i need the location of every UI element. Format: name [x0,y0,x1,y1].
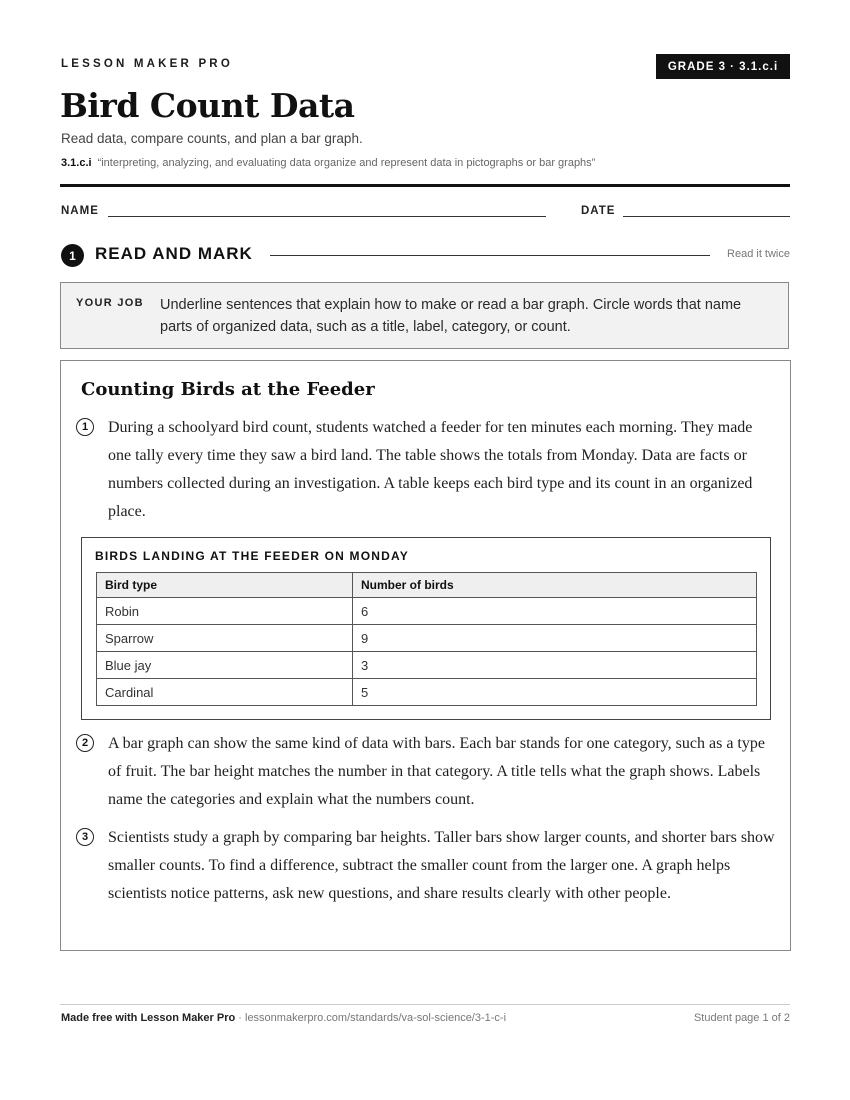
reading-passage [60,360,791,951]
table-caption: BIRDS LANDING AT THE FEEDER ON MONDAY [95,549,409,563]
table-row [97,625,757,652]
paragraph-3: Scientists study a graph by comparing bar heights. Taller bars show larger counts, and shorter bars show smaller counts. To find a difference, subtract the smaller count from the larger one. A graph helps scientists notice patterns, ask new questions, and share results clearly with other people. [108,829,775,902]
grade-badge: GRADE 3 · 3.1.c.i [656,54,790,79]
bird-count-table [96,572,757,706]
standard-line [61,157,595,169]
table-header-row [97,573,757,598]
header-divider [60,184,790,187]
passage-title: Counting Birds at the Feeder [81,379,375,400]
standard-text: “interpreting, analyzing, and evaluating data organize and represent data in pictographs or bar graphs” [97,157,596,169]
footer-page-number: Student page 1 of 2 [693,1012,790,1024]
date-label: DATE [581,205,616,217]
section-divider [270,255,710,256]
name-field[interactable] [108,216,546,217]
footer-made-with: Made free with Lesson Maker Pro [61,1012,236,1024]
table-cell: 9 [353,625,757,652]
page-title: Bird Count Data [60,86,355,125]
footer-divider [60,1004,790,1005]
brand-name: LESSON MAKER PRO [61,58,233,70]
table-cell: 3 [353,652,757,679]
your-job-text: Underline sentences that explain how to make or read a bar graph. Circle words that name parts of organized data, such as a title, label, category, or count. [160,297,742,335]
paragraph-number: 2 [76,734,94,752]
column-header: Number of birds [353,573,757,598]
your-job-box [60,282,789,349]
section-number-badge: 1 [61,244,84,267]
table-row [97,598,757,625]
table-cell: Sparrow [97,625,353,652]
table-cell: Robin [97,598,353,625]
paragraph-2: A bar graph can show the same kind of data with bars. Each bar stands for one category, such as a type of fruit. The bar height matches the number in that category. A title tells what the graph shows. Labels name the categories and explain what the numbers count. [108,735,765,808]
paragraph-number: 1 [76,418,94,436]
section-title: READ AND MARK [95,244,253,263]
paragraph-1: During a schoolyard bird count, students watched a feeder for ten minutes each morning. They made one tally every time they saw a bird land. The table shows the totals from Monday. Data are facts or numbers collected during an investigation. A table keeps each bird type and its count in an organized place. [108,419,753,520]
your-job-label: YOUR JOB [76,297,144,309]
date-field[interactable] [623,216,790,217]
page-subtitle: Read data, compare counts, and plan a bar graph. [61,131,363,146]
section-note: Read it twice [727,248,790,260]
table-cell: Blue jay [97,652,353,679]
footer-url[interactable]: · lessonmakerpro.com/standards/va-sol-science/3-1-c-i [235,1012,507,1024]
footer-credit [61,1012,506,1024]
table-cell: 5 [353,679,757,706]
table-row [97,679,757,706]
standard-code: 3.1.c.i [61,157,92,169]
name-label: NAME [61,205,99,217]
table-row [97,652,757,679]
table-cell: Cardinal [97,679,353,706]
table-cell: 6 [353,598,757,625]
column-header: Bird type [97,573,353,598]
data-table-card [81,537,771,720]
paragraph-number: 3 [76,828,94,846]
